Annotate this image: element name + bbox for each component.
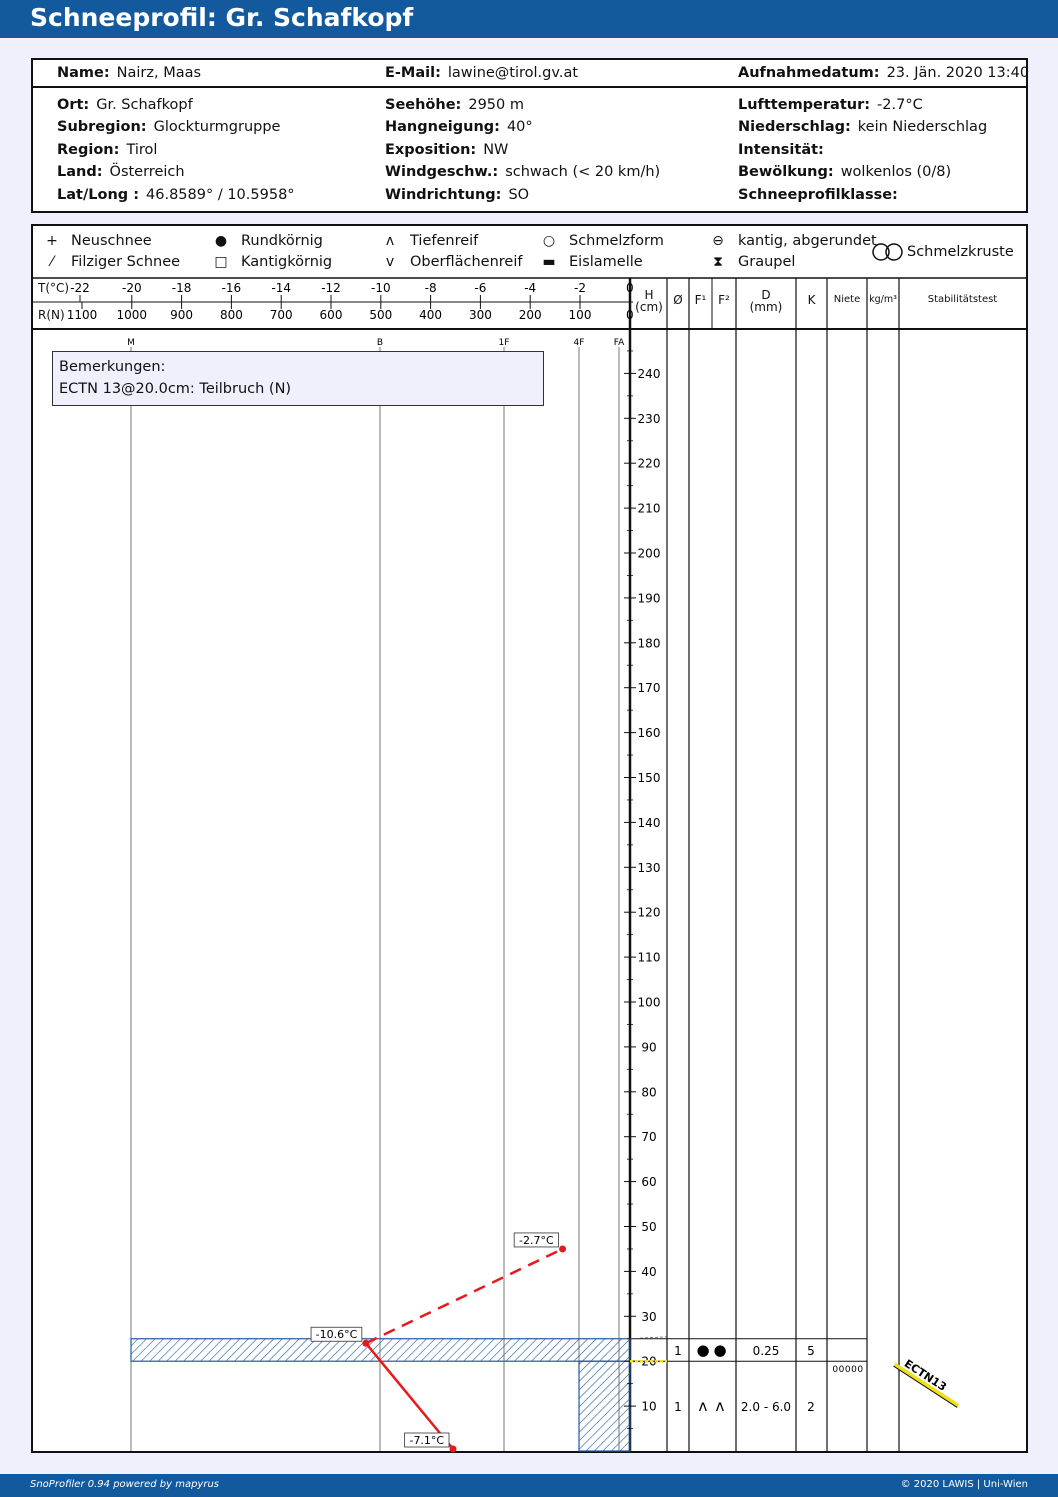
lufttemp-field: Lufttemperatur: -2.7°C <box>738 97 923 113</box>
ram-tick-label: 800 <box>219 308 243 322</box>
d-header: D <box>761 288 771 302</box>
legend-label: kantig, abgerundet <box>738 233 877 249</box>
f2-header: F² <box>718 293 730 307</box>
ort-field: Ort: Gr. Schafkopf <box>57 97 193 113</box>
height-tick-label: 130 <box>637 860 661 875</box>
hardness-gridlines <box>127 338 625 1451</box>
temp-tick-label: -14 <box>271 281 292 295</box>
remarks-text: ECTN 13@20.0cm: Teilbruch (N) <box>59 381 292 397</box>
temperature-axis <box>70 281 633 302</box>
ram-tick-label: 1100 <box>66 308 98 322</box>
layer-blocks <box>131 1339 630 1451</box>
ectn-label-group <box>893 1353 965 1408</box>
height-tick-label: 60 <box>641 1175 657 1190</box>
temp-tick-label: -10 <box>370 281 391 295</box>
legend-label: Oberflächenreif <box>410 254 523 270</box>
height-tick-label: 20 <box>641 1354 657 1369</box>
d-cell: 2.0 - 6.0 <box>740 1400 792 1415</box>
v-icon: v <box>385 254 395 270</box>
diameter-cell: 1 <box>674 1343 682 1358</box>
ram-tick-label: 600 <box>319 308 343 322</box>
d-unit: (mm) <box>749 300 783 314</box>
temp-tick-label: -18 <box>171 281 192 295</box>
bewoelkung-field: Bewölkung: wolkenlos (0/8) <box>738 164 952 180</box>
height-tick-label: 210 <box>637 501 661 516</box>
remarks-box <box>52 351 544 406</box>
ram-tick-label: 900 <box>170 308 194 322</box>
temperature-line-air <box>366 1249 563 1343</box>
temp-tick-label: -12 <box>321 281 341 295</box>
filled-circle-icon: ● <box>214 233 228 249</box>
legend-label: Tiefenreif <box>410 233 479 249</box>
height-tick-label: 200 <box>637 546 661 561</box>
diameter-header: Ø <box>673 293 683 307</box>
height-tick-label: 170 <box>637 681 661 696</box>
land-field: Land: Österreich <box>57 164 185 180</box>
ram-axis-label: R(N) <box>38 308 65 322</box>
exposition-field: Exposition: NW <box>385 142 509 158</box>
height-tick-label: 10 <box>641 1399 657 1414</box>
email-field: E-Mail: lawine@tirol.gv.at <box>385 65 579 81</box>
temperature-point <box>362 1340 369 1347</box>
snow-layer <box>131 1339 630 1361</box>
subregion-field: Subregion: Glockturmgruppe <box>57 119 281 135</box>
hardness-label: M <box>127 338 135 348</box>
ram-axis <box>67 302 634 322</box>
hangneigung-field: Hangneigung: 40° <box>385 119 533 135</box>
legend-label: Schmelzform <box>569 233 664 249</box>
hardness-label: 1F <box>498 338 510 348</box>
height-tick-label: 180 <box>637 636 661 651</box>
f1-header: F¹ <box>694 293 707 307</box>
hardness-label: 4F <box>573 338 585 348</box>
caret-up-icon: ʌ <box>385 233 395 249</box>
grain-f2-cell: ● <box>713 1340 727 1359</box>
profilklasse-field: Schneeprofilklasse: <box>738 187 898 203</box>
ram-tick-label: 0 <box>625 308 634 322</box>
slash-icon: ⁄ <box>50 254 54 270</box>
height-tick-label: 90 <box>641 1040 657 1055</box>
hardness-label: B <box>376 338 384 348</box>
windgeschw-field: Windgeschw.: schwach (< 20 km/h) <box>385 164 661 180</box>
temp-tick-label: 0 <box>625 281 634 295</box>
temperature-label: -10.6°C <box>315 1328 358 1342</box>
ram-tick-label: 700 <box>269 308 293 322</box>
stability-header: Stabilitätstest <box>927 294 998 305</box>
height-tick-label: 230 <box>637 411 661 426</box>
plus-icon: + <box>46 233 58 249</box>
height-tick-label: 50 <box>641 1220 657 1234</box>
height-label: H <box>644 288 654 302</box>
ram-tick-label: 400 <box>419 308 443 322</box>
height-tick-label: 120 <box>637 905 661 920</box>
footer-copyright: © 2020 LAWIS | Uni-Wien <box>900 1479 1028 1490</box>
niete-header: Niete <box>833 294 861 305</box>
grain-f1-cell: ʌ <box>698 1397 708 1416</box>
height-tick-label: 30 <box>641 1309 657 1324</box>
temp-tick-label: -2 <box>574 281 586 295</box>
temperature-point <box>450 1446 457 1453</box>
height-tick-label: 240 <box>637 366 661 381</box>
temp-tick-label: -20 <box>121 281 142 295</box>
square-icon: □ <box>214 254 228 270</box>
hardness-label: FA <box>613 338 625 348</box>
ram-tick-label: 200 <box>518 308 542 322</box>
temperature-label: -2.7°C <box>519 1233 554 1247</box>
latlong-field: Lat/Long : 46.8589° / 10.5958° <box>57 187 295 203</box>
k-cell: 5 <box>807 1343 815 1358</box>
layer-table <box>630 1337 867 1415</box>
legend-label: Eislamelle <box>569 254 643 270</box>
name-field: Name: Nairz, Maas <box>57 65 202 81</box>
k-cell: 2 <box>807 1400 815 1415</box>
height-tick-label: 80 <box>641 1085 657 1100</box>
d-cell: 0.25 <box>752 1343 780 1358</box>
height-tick-label: 110 <box>637 950 661 965</box>
diameter-cell: 1 <box>674 1400 682 1415</box>
rounded-faceted-icon: ⊖ <box>712 233 724 249</box>
grain-f2-cell: ʌ <box>715 1397 725 1416</box>
ectn-label: ECTN13 <box>901 1357 949 1394</box>
footer-credit: SnoProfiler 0.94 powered by mapyrus <box>30 1479 220 1490</box>
temperature-label: -7.1°C <box>409 1434 445 1447</box>
legend-label: Rundkörnig <box>241 233 323 249</box>
height-tick-label: 70 <box>641 1130 657 1145</box>
snow-layer <box>579 1361 630 1451</box>
k-header: K <box>807 293 816 307</box>
height-tick-label: 160 <box>637 726 661 741</box>
niederschlag-field: Niederschlag: kein Niederschlag <box>738 119 988 135</box>
ram-tick-label: 1000 <box>116 308 148 322</box>
region-field: Region: Tirol <box>57 142 158 158</box>
footer-bar <box>0 1474 1058 1497</box>
height-tick-label: 220 <box>637 456 661 471</box>
height-unit: (cm) <box>635 300 663 314</box>
height-tick-label: 40 <box>641 1264 657 1279</box>
page-title: Schneeprofil: Gr. Schafkopf <box>30 3 414 32</box>
bar-icon: ▬ <box>542 254 556 270</box>
legend-label: Graupel <box>738 254 796 270</box>
ram-tick-label: 100 <box>568 308 592 322</box>
temp-tick-label: -6 <box>474 281 487 295</box>
height-tick-label: 190 <box>637 591 661 606</box>
temp-tick-label: -8 <box>424 281 437 295</box>
legend-label: Neuschnee <box>71 233 152 249</box>
height-tick-label: 150 <box>637 771 661 785</box>
ram-tick-label: 300 <box>468 308 492 322</box>
windrichtung-field: Windrichtung: SO <box>385 187 530 203</box>
legend-label: Schmelzkruste <box>907 244 1014 260</box>
temperature-point <box>559 1245 566 1252</box>
legend-label: Filziger Schnee <box>71 254 181 270</box>
height-tick-label: 140 <box>637 815 661 830</box>
ram-tick-label: 500 <box>369 308 393 322</box>
open-circle-icon: ○ <box>542 233 556 249</box>
temp-tick-label: -22 <box>70 281 90 295</box>
grain-f1-cell: ● <box>696 1340 710 1359</box>
hourglass-icon: ⧗ <box>713 254 723 270</box>
height-tick-label: 100 <box>637 995 661 1010</box>
niete-symbol: 00000 <box>832 1365 864 1376</box>
seehoehe-field: Seehöhe: 2950 m <box>385 97 524 113</box>
density-header: kg/m³ <box>869 294 897 305</box>
remarks-title: Bemerkungen: <box>59 359 166 375</box>
temp-tick-label: -4 <box>524 281 537 295</box>
date-field: Aufnahmedatum: 23. Jän. 2020 13:40 <box>738 65 1030 81</box>
legend-label: Kantigkörnig <box>241 254 333 270</box>
intensitaet-field: Intensität: <box>738 142 824 158</box>
temp-tick-label: -16 <box>221 281 242 295</box>
temp-axis-label: T(°C) <box>38 281 70 295</box>
